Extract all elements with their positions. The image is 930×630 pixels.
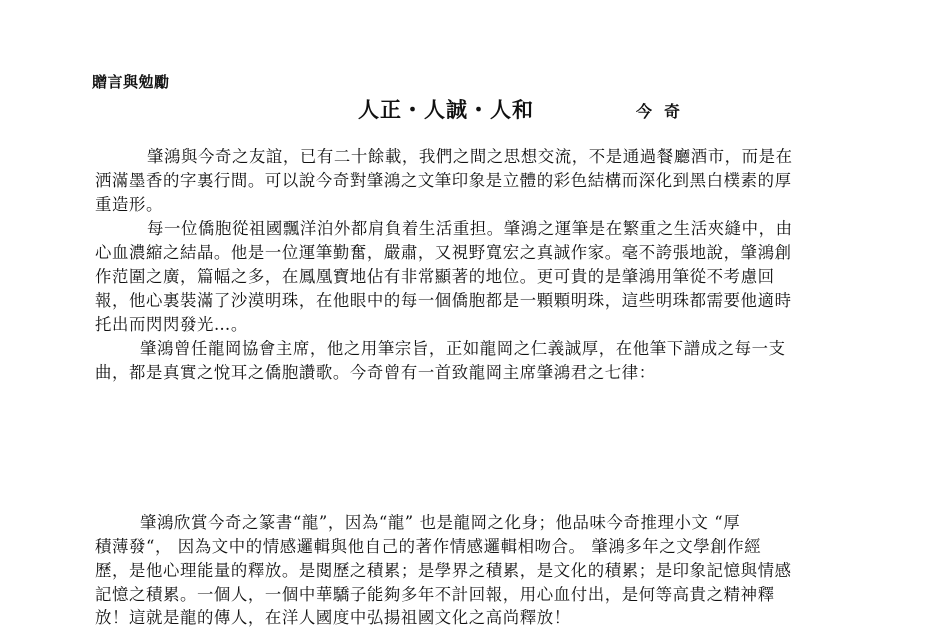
paragraph-line: 心血濃縮之結晶。他是一位運筆勤奮，嚴肅，又視野寬宏之真誠作家。毫不誇張地說，肇鴻創 [95,243,792,262]
paragraph-line: 放！這就是龍的傳人，在洋人國度中弘揚祖國文化之高尚釋放！ [95,608,571,627]
paragraph-line: 記憶之積累。一個人，一個中華驕子能夠多年不計回報，用心血付出，是何等高貴之精神釋 [95,585,775,604]
paragraph-line: 報，他心裏裝滿了沙漠明珠，在他眼中的每一個僑胞都是一顆顆明珠，這些明珠都需要他適時 [95,291,792,310]
paragraph-line: 歷，是他心理能量的釋放。是閱歷之積累；是學界之積累，是文化的積累；是印象記憶與情感 [95,561,792,580]
paragraph-line: 肇鴻與今奇之友誼，已有二十餘載，我們之間之思想交流，不是通過餐廳酒市，而是在 [147,147,793,166]
paragraph-line: 洒滿墨香的字裏行間。可以說今奇對肇鴻之文筆印象是立體的彩色結構而深化到黑白樸素的厚 [95,171,792,190]
paragraph-line: 肇鴻曾任龍岡協會主席，他之用筆宗旨，正如龍岡之仁義誠厚，在他筆下譜成之每一支 [140,339,786,358]
paragraph-line: 積薄發“， 因為文中的情感邏輯與他自己的著作情感邏輯相吻合。 肇鴻多年之文學創作經 [95,537,762,556]
paragraph-line: 曲，都是真實之悅耳之僑胞讚歌。今奇曾有一首致龍岡主席肇鴻君之七律： [95,363,656,382]
paragraph-line: 作范圍之廣，篇幅之多，在鳳凰寶地佔有非常顯著的地位。更可貴的是肇鴻用筆從不考慮回 [95,267,775,286]
paragraph-line: 重造形。 [95,195,163,214]
page-title: 人正・人誠・人和 [358,98,534,122]
paragraph-line: 每一位僑胞從祖國飄洋泊外都肩負着生活重担。肇鴻之運筆是在繁重之生活夾縫中，由 [147,219,793,238]
paragraph-line: 肇鴻欣賞今奇之篆書“龍”，因為“龍” 也是龍岡之化身；他品味今奇推理小文 “厚 [140,513,741,532]
paragraph-line: 托出而閃閃發光…。 [95,315,248,334]
author-name: 今奇 [636,102,693,121]
section-label: 贈言與勉勵 [92,73,170,91]
